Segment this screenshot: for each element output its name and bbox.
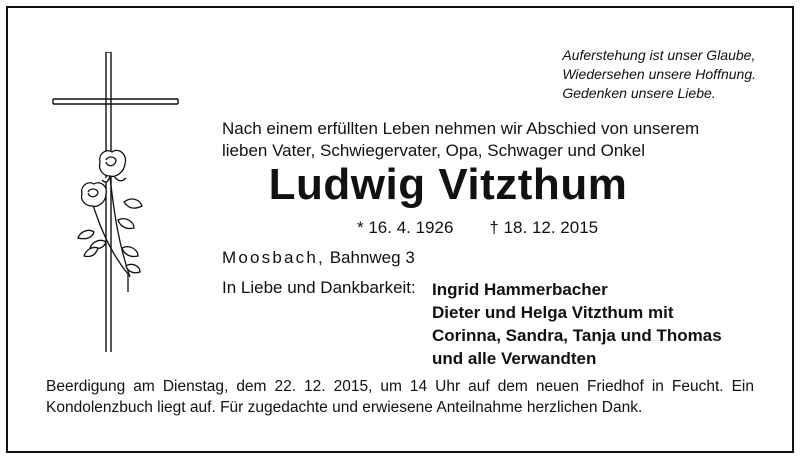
intro-line: Nach einem erfüllten Leben nehmen wir Abschied von unserem (222, 119, 700, 138)
quote-line: Auferstehung ist unser Glaube, (562, 47, 756, 63)
residence-street: Bahnweg 3 (329, 248, 415, 267)
mourner-line: Ingrid Hammerbacher (432, 280, 608, 299)
mourners-list (432, 278, 722, 370)
mourner-line: Corinna, Sandra, Tanja und Thomas (432, 326, 722, 345)
mourner-line: Dieter und Helga Vitzthum mit (432, 303, 674, 322)
residence (222, 248, 415, 268)
intro-text (222, 118, 699, 162)
quote-line: Wiedersehen unsere Hoffnung. (562, 66, 756, 82)
residence-town: Moosbach, (222, 248, 325, 267)
birth-date: * 16. 4. 1926 (357, 218, 454, 237)
epitaph-quote (562, 46, 756, 103)
quote-line: Gedenken unsere Liebe. (562, 85, 716, 101)
deceased-name: Ludwig Vitzthum (268, 160, 628, 209)
mourner-line: und alle Verwandten (432, 349, 597, 368)
intro-line: lieben Vater, Schwiegervater, Opa, Schwager und Onkel (222, 141, 646, 160)
death-date: † 18. 12. 2015 (489, 218, 599, 237)
life-dates (357, 218, 598, 238)
funeral-notice: Beerdigung am Dienstag, dem 22. 12. 2015, um 14 Uhr auf dem neuen Friedhof in Feucht. Ein Kondolenzbuch liegt auf. Für zugedachte und erwiesene Anteilnahme herzlichen Dank. (46, 378, 754, 416)
mourners-label: In Liebe und Dankbarkeit: (222, 278, 416, 297)
